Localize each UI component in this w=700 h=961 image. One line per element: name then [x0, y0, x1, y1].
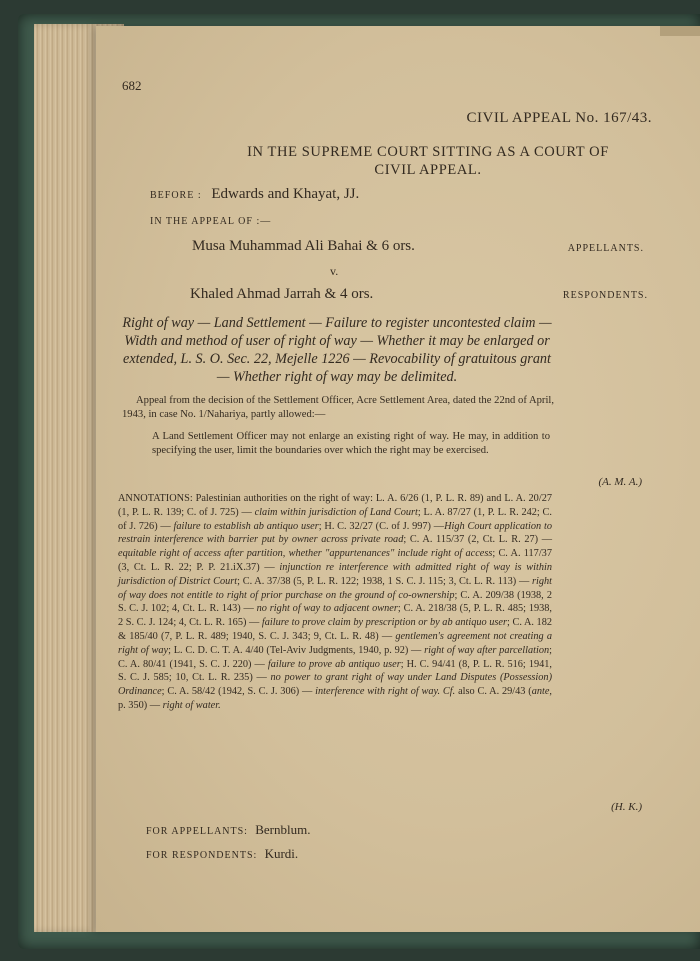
annotation-text: ; L. C. D. C. T. A. 4/40 (Tel-Aviv Judgments, 1940, p. 92) — — [168, 644, 425, 656]
annotation-text: ANNOTATIONS: Palestinian authorities on the right of way: L. A. 6/26 (1, P. L. R. 89) and L. A. 20/27 (1, P. L. R. 139; C. of J. 725) — — [118, 493, 552, 518]
annotation-italic: no power to grant right of way under Land Disputes (Possession) Ordinance — [118, 672, 553, 698]
annotation-italic: right of way does not entitle to right of prior purchase on the ground of co-ownership — [118, 575, 552, 601]
annotation-text: ; C. A. 58/42 (1942, S. C. J. 306) — — [161, 686, 316, 698]
annotation-text: ; C. A. 218/38 (5, P. L. R. 485; 1938, 2 S. C. J. 124; 4, Ct. L. R. 165) — — [118, 603, 552, 629]
appeal-description: Appeal from the decision of the Settlement Officer, Acre Settlement Area, dated the 22nd of April, 1943, in case No. 1/Nahariya, partly allowed:— — [122, 395, 554, 420]
annotation-italic: no right of way to adjacent owner — [256, 603, 398, 615]
appellants-counsel-name: Bernblum. — [255, 822, 311, 837]
before-label: BEFORE : — [150, 190, 202, 201]
annotation-text: ; H. C. 32/27 (C. of J. 997) — — [318, 520, 445, 532]
respondents-counsel-name: Kurdi. — [264, 846, 299, 861]
court-title-line-1: IN THE SUPREME COURT SITTING AS A COURT OF — [247, 144, 609, 160]
annotation-text: ; L. A. 87/27 (1, P. L. R. 242; C. of J. 726) — — [118, 506, 552, 532]
annotation-text: ; H. C. 94/41 (8, P. L. R. 516; 1941, S. C. J. 585; 10, Ct. L. R. 235) — — [118, 658, 552, 684]
annotation-italic: failure to prove claim by prescription or by ab antiquo user — [261, 617, 507, 629]
annotation-italic: right of water. — [162, 699, 221, 711]
appellants-role: APPELLANTS. — [567, 243, 644, 254]
respondents-role: RESPONDENTS. — [562, 290, 648, 301]
holding: A Land Settlement Officer may not enlarge an existing right of way. He may, in addition to specifying the user, limit the boundaries over which the right may be exercised. — [152, 431, 550, 456]
annotation-italic: claim within jurisdiction of Land Court — [254, 506, 418, 518]
annotation-text: ; C. A. 115/37 (2, Ct. L. R. 27) — — [403, 534, 552, 546]
annotation-italic: injunction re interference with admitted right of way is within jurisdiction of District Court — [118, 561, 552, 587]
page-number: 682 — [122, 78, 142, 93]
annotation-italic: ante — [531, 686, 550, 698]
versus: v. — [330, 264, 339, 278]
page-corner — [660, 26, 700, 36]
annotations — [118, 492, 552, 713]
bench — [150, 186, 359, 203]
appeal-number: CIVIL APPEAL No. 167/43. — [466, 110, 652, 126]
appellants-name: Musa Muhammad Ali Bahai & 6 ors. — [192, 238, 415, 254]
annotation-text: ; C. A. 37/38 (5, P. L. R. 122; 1938, 1 S. C. J. 115; 3, Ct. L. R. 113) — — [237, 575, 532, 587]
annotation-text: , p. 350) — — [118, 686, 552, 711]
appellants-counsel — [146, 822, 310, 838]
book-page — [96, 26, 700, 932]
annotation-italic: right of way after parcellation — [424, 644, 550, 656]
court-title-line-2: CIVIL APPEAL. — [374, 162, 482, 178]
reporter-initials-1: (A. M. A.) — [598, 476, 642, 488]
annotation-text: ; C. A. 80/41 (1941, S. C. J. 220) — — [118, 644, 552, 670]
judges: Edwards and Khayat, JJ. — [211, 186, 360, 202]
respondents-counsel-label: FOR RESPONDENTS: — [146, 850, 258, 861]
headnote: Right of way — Land Settlement — Failure to register uncontested claim — Width and method of user of right of way — Whether it may be enlarged or extended, L. S. O. Sec. 22, Mejelle 1226 — Revocability of gratuitous grant — Whether right of way may be delimited. — [122, 315, 552, 385]
annotation-text: ; C. A. 209/38 (1938, 2 S. C. J. 102; 4, Ct. L. R. 143) — — [118, 589, 552, 615]
annotation-italic: gentlemen's agreement not creating a right of way — [118, 630, 552, 656]
reporter-initials-2: (H. K.) — [611, 801, 642, 813]
annotation-italic: failure to establish ab antiquo user — [173, 520, 319, 532]
annotation-text: ; C. A. 117/37 (3, Ct. L. R. 22; P. P. 21.iX.37) — — [118, 548, 552, 573]
annotation-italic: equitable right of access after partition, whether "appurtenances" include right of access — [118, 548, 493, 560]
annotation-italic: High Court application to restrain interference with barrier put by owner across private road — [118, 520, 553, 546]
appellants-counsel-label: FOR APPELLANTS: — [146, 826, 248, 837]
annotation-text: ; C. A. 182 & 185/40 (7, P. L. R. 489; 1940, S. C. J. 343; 9, Ct. L. R. 48) — — [118, 617, 552, 642]
respondents-name: Khaled Ahmad Jarrah & 4 ors. — [190, 286, 374, 302]
respondents-counsel — [146, 846, 298, 862]
annotation-italic: interference with right of way. Cf. — [315, 686, 456, 698]
annotation-text: also C. A. 29/43 ( — [455, 686, 532, 698]
annotation-italic: failure to prove ab antiquo user — [267, 658, 401, 670]
appeal-of-label: IN THE APPEAL OF :— — [150, 216, 272, 227]
